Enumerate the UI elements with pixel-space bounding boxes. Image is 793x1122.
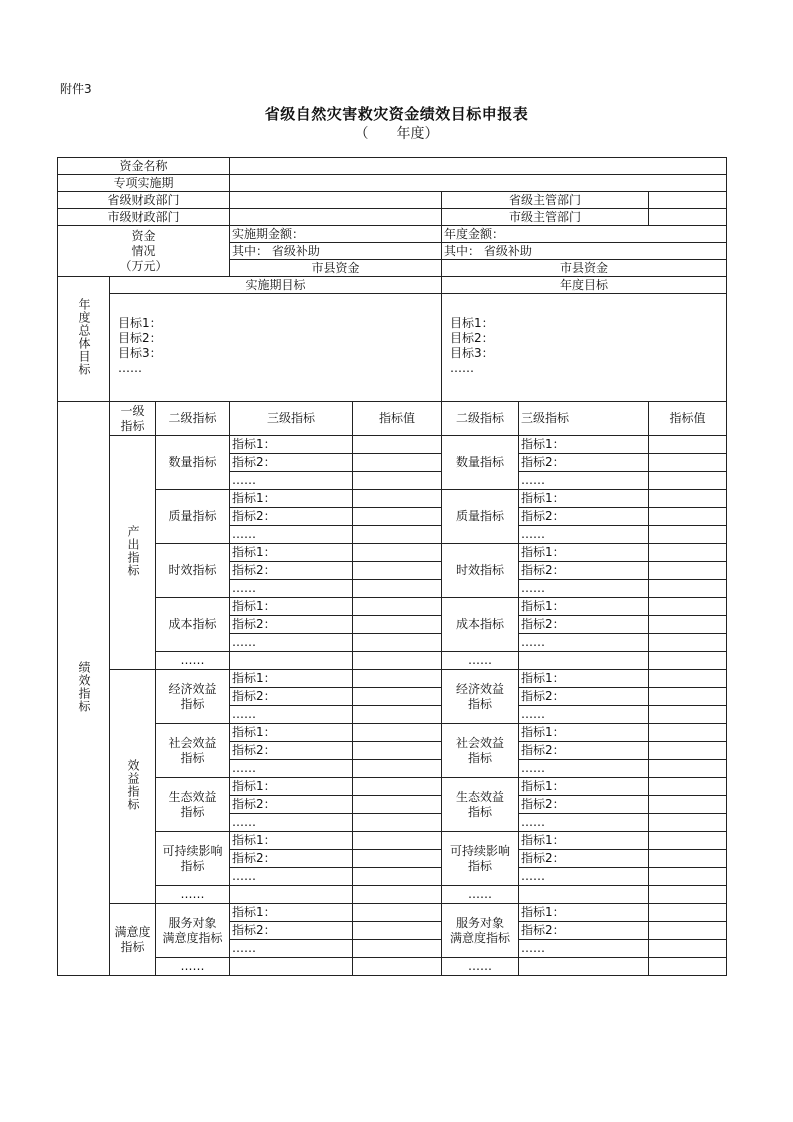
level3-item-year-text: 指标1： — [521, 491, 565, 505]
category-impl-text: 质量指标 — [168, 509, 217, 523]
goal-line: 目标3： — [118, 346, 162, 360]
performance-indicator-label-text: 绩效指标 — [77, 660, 91, 713]
value-header-year-text: 指标值 — [669, 411, 706, 425]
level3-item-year-text: 指标2： — [521, 617, 565, 631]
level3-item-impl[interactable] — [230, 760, 353, 778]
value-year[interactable] — [649, 850, 727, 868]
goal-line: 目标3： — [450, 346, 494, 360]
performance-goal-table — [57, 157, 727, 976]
level3-item-impl-text: 指标2： — [232, 851, 276, 865]
level2-header-impl — [156, 402, 230, 436]
value-year[interactable] — [649, 598, 727, 616]
value-empty-year[interactable] — [649, 958, 727, 976]
value-impl[interactable] — [353, 814, 442, 832]
category-impl-text: 生态效益 指标 — [168, 789, 217, 819]
value-year[interactable] — [649, 724, 727, 742]
year-city-fund[interactable] — [442, 260, 727, 277]
period-label — [58, 175, 230, 192]
category-ellipsis-year — [442, 958, 519, 976]
value-impl[interactable] — [353, 436, 442, 454]
level3-item-year-text: 指标2： — [521, 851, 565, 865]
value-impl[interactable] — [353, 580, 442, 598]
prov-finance-label-text: 省级财政部门 — [107, 192, 180, 207]
category-ellipsis-impl — [156, 886, 230, 904]
value-year[interactable] — [649, 904, 727, 922]
level3-item-year-text: 指标1： — [521, 671, 565, 685]
level3-item-impl[interactable] — [230, 508, 353, 526]
value-impl[interactable] — [353, 454, 442, 472]
category-impl-text: 数量指标 — [168, 455, 217, 469]
level3-header-year — [519, 402, 649, 436]
level3-item-impl[interactable] — [230, 832, 353, 850]
category-year-text: 社会效益 指标 — [455, 735, 504, 765]
level3-item-impl[interactable] — [230, 526, 353, 544]
level2-header-year — [442, 402, 519, 436]
category-impl — [156, 598, 230, 652]
level3-item-impl-text: 指标2： — [232, 923, 276, 937]
level3-item-impl[interactable] — [230, 706, 353, 724]
value-empty-year[interactable] — [649, 652, 727, 670]
value-impl[interactable] — [353, 526, 442, 544]
level3-item-impl-text: 指标2： — [232, 743, 276, 757]
performance-indicator-label — [58, 402, 110, 976]
impl-goal-text[interactable] — [110, 294, 442, 402]
value-impl[interactable] — [353, 490, 442, 508]
level3-item-impl[interactable] — [230, 742, 353, 760]
level3-item-year-text: 指标1： — [521, 833, 565, 847]
level3-item-impl[interactable] — [230, 724, 353, 742]
level3-item-impl-text: 指标2： — [232, 455, 276, 469]
year-amount[interactable] — [442, 226, 727, 243]
value-impl[interactable] — [353, 616, 442, 634]
category-year — [442, 436, 519, 490]
level3-item-impl[interactable] — [230, 580, 353, 598]
category-impl — [156, 904, 230, 958]
fund-name-field[interactable] — [230, 158, 727, 175]
value-year[interactable] — [649, 832, 727, 850]
category-ellipsis-impl-text: …… — [180, 959, 205, 973]
city-finance-label-text: 市级财政部门 — [107, 209, 180, 224]
value-impl[interactable] — [353, 904, 442, 922]
level3-item-year[interactable] — [519, 814, 649, 832]
level3-item-impl-text: …… — [232, 707, 256, 721]
value-impl[interactable] — [353, 724, 442, 742]
level3-item-year[interactable] — [519, 472, 649, 490]
value-year[interactable] — [649, 472, 727, 490]
level3-item-impl-text: 指标1： — [232, 671, 276, 685]
level3-item-impl[interactable] — [230, 562, 353, 580]
level3-item-impl[interactable] — [230, 670, 353, 688]
level3-item-year-text: 指标1： — [521, 779, 565, 793]
funding-label — [58, 226, 230, 277]
level3-item-year[interactable] — [519, 706, 649, 724]
level3-item-impl[interactable] — [230, 850, 353, 868]
value-empty-impl[interactable] — [353, 958, 442, 976]
level3-item-year-text: …… — [521, 707, 545, 721]
value-year[interactable] — [649, 814, 727, 832]
category-ellipsis-year-text: …… — [468, 653, 492, 667]
fund-name-label-text: 资金名称 — [119, 158, 168, 173]
level3-item-year-text: 指标1： — [521, 545, 565, 559]
level3-item-year-text: …… — [521, 869, 545, 883]
category-year-text: 生态效益 指标 — [455, 789, 504, 819]
value-year[interactable] — [649, 796, 727, 814]
level3-item-impl-text: …… — [232, 473, 256, 487]
level3-item-year-text: 指标2： — [521, 797, 565, 811]
level3-item-year[interactable] — [519, 742, 649, 760]
level3-item-impl-text: 指标1： — [232, 437, 276, 451]
value-year[interactable] — [649, 742, 727, 760]
level3-item-impl-text: 指标1： — [232, 725, 276, 739]
level3-item-year[interactable] — [519, 778, 649, 796]
year-goal-header-text: 年度目标 — [559, 277, 608, 292]
value-year[interactable] — [649, 436, 727, 454]
level3-item-year[interactable] — [519, 544, 649, 562]
value-year[interactable] — [649, 562, 727, 580]
level3-header-year-text: 三级指标 — [521, 411, 570, 425]
level3-item-year[interactable] — [519, 760, 649, 778]
category-ellipsis-impl-text: …… — [180, 653, 205, 667]
level3-item-impl[interactable] — [230, 490, 353, 508]
category-ellipsis-year-text: …… — [468, 959, 492, 973]
prov-finance-label — [58, 192, 230, 209]
goal-line: 目标1： — [450, 316, 494, 330]
prov-finance-field[interactable] — [230, 192, 442, 209]
level3-item-impl[interactable] — [230, 436, 353, 454]
form-subtitle: （ 年度） — [354, 126, 439, 142]
level3-item-impl[interactable] — [230, 598, 353, 616]
year-goal-header — [442, 277, 727, 294]
category-year — [442, 778, 519, 832]
value-impl[interactable] — [353, 706, 442, 724]
city-dept-label-text: 市级主管部门 — [508, 209, 581, 224]
satisfaction-indicator-label — [110, 904, 156, 976]
category-year-text: 时效指标 — [455, 563, 504, 577]
level3-item-impl-text: 指标1： — [232, 599, 276, 613]
level3-item-impl[interactable] — [230, 634, 353, 652]
level3-item-impl[interactable] — [230, 778, 353, 796]
level3-header-impl-text: 三级指标 — [266, 411, 315, 425]
level3-item-year-text: …… — [521, 635, 545, 649]
year-amount-text: 年度金额： — [444, 226, 505, 241]
level3-item-year[interactable] — [519, 634, 649, 652]
level3-item-year[interactable] — [519, 724, 649, 742]
value-impl[interactable] — [353, 940, 442, 958]
year-prov-subsidy-text: 其中： 省级补助 — [444, 243, 532, 258]
value-header-year — [649, 402, 727, 436]
category-ellipsis-year-text: …… — [468, 887, 492, 901]
level3-item-year-text: 指标1： — [521, 437, 565, 451]
level3-item-year-text: 指标2： — [521, 455, 565, 469]
level3-item-impl-text: …… — [232, 761, 256, 775]
level3-item-year-text: …… — [521, 941, 545, 955]
level3-item-impl[interactable] — [230, 688, 353, 706]
output-indicator-label-text: 产出指标 — [126, 524, 140, 577]
level3-header-impl — [230, 402, 353, 436]
level1-header-text: 一级 指标 — [120, 403, 145, 433]
value-year[interactable] — [649, 670, 727, 688]
level3-item-year-text: 指标1： — [521, 599, 565, 613]
level3-item-year-text: …… — [521, 581, 545, 595]
level3-item-impl[interactable] — [230, 454, 353, 472]
level3-item-impl-text: …… — [232, 635, 256, 649]
level3-item-impl[interactable] — [230, 616, 353, 634]
level3-item-impl[interactable] — [230, 940, 353, 958]
value-year[interactable] — [649, 634, 727, 652]
category-ellipsis-impl-text: …… — [180, 887, 205, 901]
level3-item-year[interactable] — [519, 940, 649, 958]
level3-item-year[interactable] — [519, 490, 649, 508]
level3-item-impl-text: 指标1： — [232, 779, 276, 793]
value-impl[interactable] — [353, 688, 442, 706]
level3-item-impl-text: …… — [232, 527, 256, 541]
value-year[interactable] — [649, 544, 727, 562]
category-impl-text: 成本指标 — [168, 617, 217, 631]
level3-item-year[interactable] — [519, 670, 649, 688]
value-empty-impl[interactable] — [353, 652, 442, 670]
category-ellipsis-year — [442, 652, 519, 670]
category-year-text: 质量指标 — [455, 509, 504, 523]
value-impl[interactable] — [353, 544, 442, 562]
category-impl — [156, 436, 230, 490]
level3-empty-year[interactable] — [519, 652, 649, 670]
value-year[interactable] — [649, 778, 727, 796]
level3-item-year[interactable] — [519, 832, 649, 850]
value-year[interactable] — [649, 508, 727, 526]
value-impl[interactable] — [353, 670, 442, 688]
value-header-impl — [353, 402, 442, 436]
category-impl-text: 服务对象 满意度指标 — [162, 915, 223, 945]
level3-empty-year[interactable] — [519, 958, 649, 976]
level3-empty-impl[interactable] — [230, 886, 353, 904]
level3-item-year-text: 指标1： — [521, 725, 565, 739]
level3-item-year[interactable] — [519, 796, 649, 814]
level3-item-impl-text: 指标2： — [232, 563, 276, 577]
category-year — [442, 670, 519, 724]
level3-item-year[interactable] — [519, 508, 649, 526]
level3-item-impl-text: 指标1： — [232, 905, 276, 919]
impl-city-fund-text: 市县资金 — [311, 260, 360, 275]
value-impl[interactable] — [353, 868, 442, 886]
level3-item-impl-text: 指标1： — [232, 491, 276, 505]
impl-city-fund[interactable] — [230, 260, 442, 277]
level3-item-impl[interactable] — [230, 796, 353, 814]
level3-item-impl-text: …… — [232, 581, 256, 595]
year-city-fund-text: 市县资金 — [559, 260, 608, 275]
impl-prov-subsidy[interactable] — [230, 243, 442, 260]
period-field[interactable] — [230, 175, 727, 192]
value-year[interactable] — [649, 616, 727, 634]
value-impl[interactable] — [353, 508, 442, 526]
category-ellipsis-impl — [156, 958, 230, 976]
value-impl[interactable] — [353, 598, 442, 616]
level3-item-year-text: …… — [521, 473, 545, 487]
satisfaction-indicator-label-text: 满意度 指标 — [114, 924, 151, 954]
level3-item-impl-text: …… — [232, 869, 256, 883]
category-year — [442, 598, 519, 652]
level3-item-year[interactable] — [519, 526, 649, 544]
level3-item-impl[interactable] — [230, 472, 353, 490]
value-year[interactable] — [649, 922, 727, 940]
level3-item-year[interactable] — [519, 868, 649, 886]
level3-item-year-text: …… — [521, 761, 545, 775]
benefit-indicator-label — [110, 670, 156, 904]
value-impl[interactable] — [353, 850, 442, 868]
impl-goal-header-text: 实施期目标 — [245, 277, 306, 292]
fund-name-label — [58, 158, 230, 175]
category-impl-text: 经济效益 指标 — [168, 681, 217, 711]
category-year-text: 数量指标 — [455, 455, 504, 469]
value-impl[interactable] — [353, 832, 442, 850]
value-impl[interactable] — [353, 742, 442, 760]
level3-item-year[interactable] — [519, 922, 649, 940]
category-impl — [156, 544, 230, 598]
level3-item-impl[interactable] — [230, 868, 353, 886]
category-impl — [156, 778, 230, 832]
level3-item-year[interactable] — [519, 850, 649, 868]
value-impl[interactable] — [353, 760, 442, 778]
annual-goal-label-text: 年度总体目标 — [77, 298, 91, 376]
value-impl[interactable] — [353, 472, 442, 490]
category-year — [442, 904, 519, 958]
level3-item-year[interactable] — [519, 580, 649, 598]
level3-item-year-text: 指标2： — [521, 923, 565, 937]
level3-item-year-text: 指标1： — [521, 905, 565, 919]
category-ellipsis-impl — [156, 652, 230, 670]
category-year — [442, 724, 519, 778]
city-finance-field[interactable] — [230, 209, 442, 226]
level3-item-year-text: 指标2： — [521, 689, 565, 703]
level3-item-year-text: 指标2： — [521, 509, 565, 523]
category-year-text: 成本指标 — [455, 617, 504, 631]
level1-header — [110, 402, 156, 436]
category-year — [442, 544, 519, 598]
prov-dept-field[interactable] — [649, 192, 727, 209]
level3-item-impl[interactable] — [230, 922, 353, 940]
annual-goal-label — [58, 277, 110, 402]
value-empty-year[interactable] — [649, 886, 727, 904]
goal-line: 目标2： — [118, 331, 162, 345]
level3-item-impl-text: …… — [232, 815, 256, 829]
level3-item-impl-text: 指标2： — [232, 617, 276, 631]
level3-item-year[interactable] — [519, 616, 649, 634]
category-ellipsis-year — [442, 886, 519, 904]
level3-empty-impl[interactable] — [230, 958, 353, 976]
value-year[interactable] — [649, 490, 727, 508]
category-impl-text: 时效指标 — [168, 563, 217, 577]
level2-header-impl-text: 二级指标 — [168, 411, 217, 425]
level3-item-year[interactable] — [519, 436, 649, 454]
value-empty-impl[interactable] — [353, 886, 442, 904]
value-year[interactable] — [649, 526, 727, 544]
level3-item-impl[interactable] — [230, 814, 353, 832]
value-year[interactable] — [649, 688, 727, 706]
level3-item-year[interactable] — [519, 688, 649, 706]
category-impl-text: 可持续影响 指标 — [162, 843, 223, 873]
city-finance-label — [58, 209, 230, 226]
goal-line: 目标1： — [118, 316, 162, 330]
period-label-text: 专项实施期 — [113, 175, 174, 190]
value-impl[interactable] — [353, 778, 442, 796]
value-year[interactable] — [649, 706, 727, 724]
funding-label-text: 资金 情况 （万元） — [119, 228, 168, 273]
level3-item-year[interactable] — [519, 598, 649, 616]
level3-item-impl[interactable] — [230, 544, 353, 562]
impl-amount[interactable] — [230, 226, 442, 243]
value-year[interactable] — [649, 940, 727, 958]
goal-line: …… — [450, 361, 474, 375]
category-impl — [156, 724, 230, 778]
level3-item-year-text: …… — [521, 527, 545, 541]
level3-item-impl-text: 指标2： — [232, 689, 276, 703]
category-impl — [156, 670, 230, 724]
level3-item-impl-text: 指标1： — [232, 833, 276, 847]
prov-dept-label — [442, 192, 649, 209]
value-year[interactable] — [649, 760, 727, 778]
level3-item-impl-text: 指标2： — [232, 509, 276, 523]
goal-line: …… — [118, 361, 142, 375]
value-impl[interactable] — [353, 922, 442, 940]
level3-empty-year[interactable] — [519, 886, 649, 904]
value-year[interactable] — [649, 454, 727, 472]
category-year-text: 服务对象 满意度指标 — [449, 915, 510, 945]
level3-item-year[interactable] — [519, 454, 649, 472]
category-impl — [156, 490, 230, 544]
category-year-text: 经济效益 指标 — [455, 681, 504, 711]
form-title: 省级自然灾害救灾资金绩效目标申报表 — [264, 105, 529, 123]
level3-item-year-text: 指标2： — [521, 563, 565, 577]
category-impl-text: 社会效益 指标 — [168, 735, 217, 765]
city-dept-field[interactable] — [649, 209, 727, 226]
level3-item-year[interactable] — [519, 562, 649, 580]
level3-empty-impl[interactable] — [230, 652, 353, 670]
benefit-indicator-label-text: 效益指标 — [126, 758, 140, 811]
level3-item-impl-text: 指标2： — [232, 797, 276, 811]
level3-item-year[interactable] — [519, 904, 649, 922]
level3-item-impl[interactable] — [230, 904, 353, 922]
value-impl[interactable] — [353, 562, 442, 580]
level3-item-impl-text: 指标1： — [232, 545, 276, 559]
output-indicator-label — [110, 436, 156, 670]
impl-amount-text: 实施期金额： — [232, 226, 305, 241]
value-header-impl-text: 指标值 — [378, 411, 415, 425]
impl-goal-header — [110, 277, 442, 294]
value-impl[interactable] — [353, 796, 442, 814]
category-year-text: 可持续影响 指标 — [449, 843, 510, 873]
level3-item-impl-text: …… — [232, 941, 256, 955]
level3-item-year-text: 指标2： — [521, 743, 565, 757]
level3-item-year-text: …… — [521, 815, 545, 829]
category-impl — [156, 832, 230, 886]
year-goal-text[interactable] — [442, 294, 727, 402]
goal-line: 目标2： — [450, 331, 494, 345]
level2-header-year-text: 二级指标 — [455, 411, 504, 425]
category-year — [442, 490, 519, 544]
year-prov-subsidy[interactable] — [442, 243, 727, 260]
value-year[interactable] — [649, 868, 727, 886]
city-dept-label — [442, 209, 649, 226]
attachment-label: 附件3 — [60, 82, 92, 96]
value-impl[interactable] — [353, 634, 442, 652]
impl-prov-subsidy-text: 其中： 省级补助 — [232, 243, 320, 258]
value-year[interactable] — [649, 580, 727, 598]
category-year — [442, 832, 519, 886]
prov-dept-label-text: 省级主管部门 — [508, 192, 581, 207]
